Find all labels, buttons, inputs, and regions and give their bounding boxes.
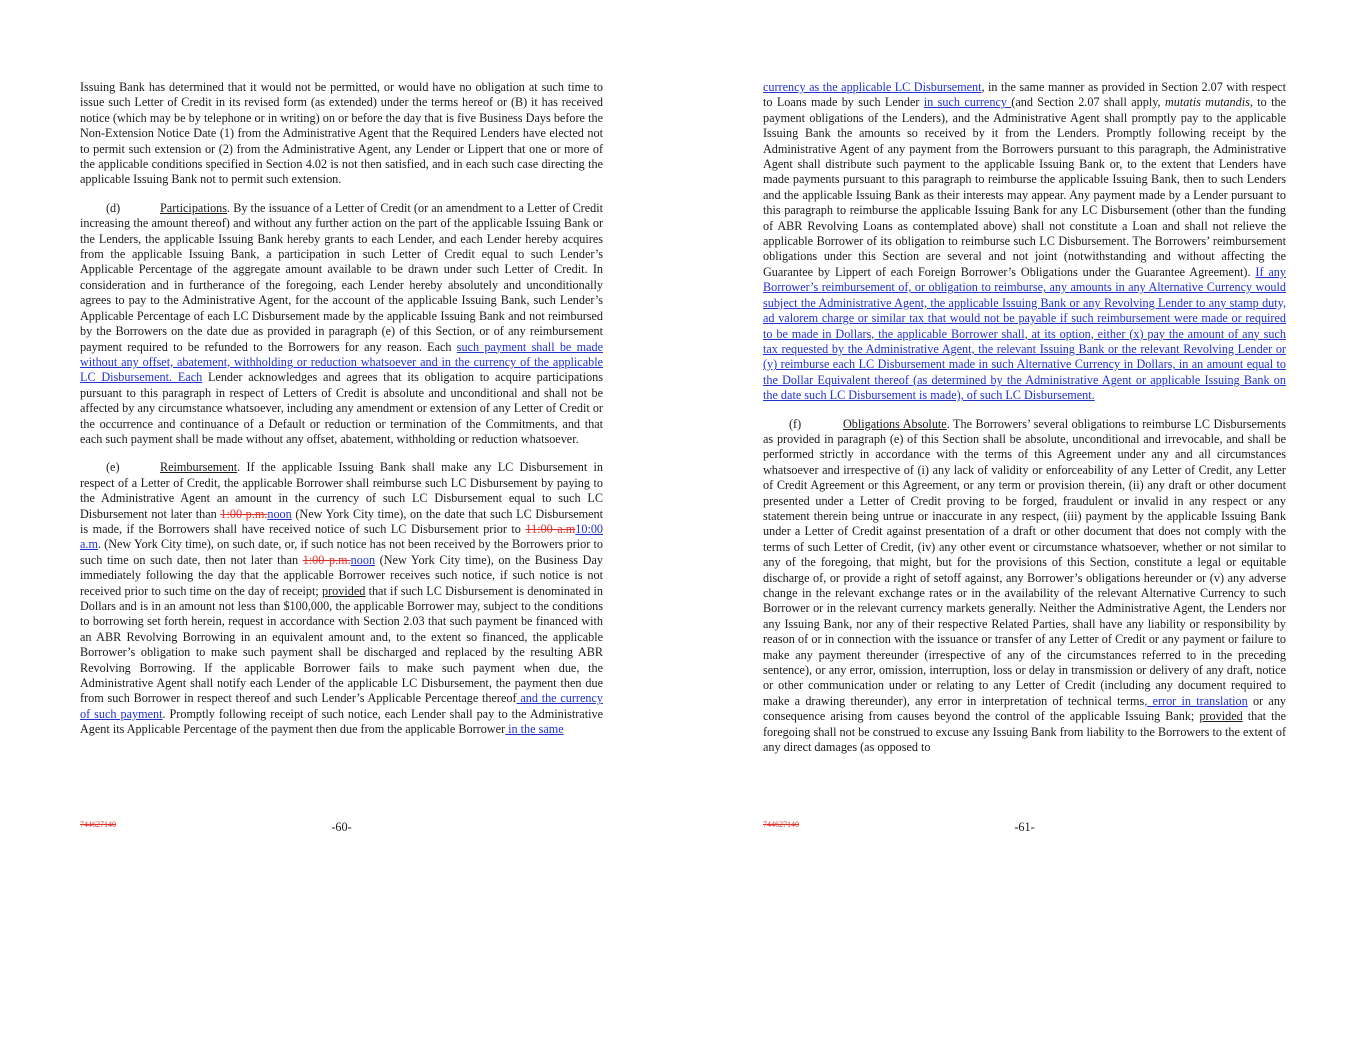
paragraph-c-continuation: Issuing Bank has determined that it would not be permitted, or would have no obligation at such time to issue such Letter of Credit in its revised form (as extended) under the terms hereof or (B) it has received notice (which may be by telephone or in writing) on or before the day that is five Business Days before the Non-Extension Notice Date (1) from the Administrative Agent that the Required Lenders have elected not to permit such extension or (2) from the Administrative Agent, any Lender or Lippert that one or more of the applicable conditions specified in Section 4.02 is not then satisfied, and in each such case directing the applicable Issuing Bank not to permit such extension. bbox=[80, 80, 603, 187]
text-run: , to the payment obligations of the Lenders), and the Administrative Agent shall promptly pay to the applicable Issuing Bank the amounts so received by it from the Lenders. Promptly following receipt by the Administrative Agent of any payment from the Borrowers pursuant to this paragraph, the Administrative Agent shall distribute such payment to the applicable Issuing Bank or, to the extent that Lenders have made payments pursuant to this paragraph to reimburse the applicable Issuing Bank, then to such Lenders and the applicable Issuing Bank as their interests may appear. Any payment made by a Lender pursuant to this paragraph to reimburse the applicable Issuing Bank for any LC Disbursement (other than the funding of ABR Revolving Loans as contemplated above) shall not constitute a Loan and shall not relieve the applicable Borrower of its obligation to reimburse such LC Disbursement. The Borrowers’ reimbursement obligations under this Section are several and not joint (notwithstanding and without affecting the Guarantee by Lippert of each Foreign Borrower’s Obligations under the Guarantee Agreement). bbox=[763, 95, 1286, 279]
text-run: . Promptly following receipt of such notice, each Lender shall pay to the Administrative Agent its Applicable Percentage of the payment then due from the applicable Borrower bbox=[80, 706, 603, 737]
inserted-text: , error in translation bbox=[1144, 693, 1248, 708]
inserted-text: noon bbox=[350, 552, 376, 567]
paragraph-e-continuation bbox=[763, 80, 1286, 404]
text-run: . (New York City time), on such date, or, if such notice has not been received by the Borrowers prior to such time on such date, then not later than bbox=[80, 537, 603, 567]
inserted-text: currency as the applicable LC Disbursement bbox=[763, 80, 982, 94]
text-run: (and Section 2.07 shall apply, bbox=[1011, 95, 1165, 110]
text-run: . By the issuance of a Letter of Credit (or an amendment to a Letter of Credit increasing the amount thereof) and without any further action on the part of the applicable Issuing Bank or the Lenders, the applicable Issuing Bank hereby grants to each Lender, and each Lender hereby acquires from the applicable Issuing Bank, a participation in such Letter of Credit equal to such Lender’s Applicable Percentage of the aggregate amount available to be drawn under such Letter of Credit. In consideration and in furtherance of the foregoing, each Lender hereby absolutely and unconditionally agrees to pay to the Administrative Agent, for the account of the applicable Issuing Bank, such Lender’s Applicable Percentage of each LC Disbursement made by the applicable Issuing Bank and not reimbursed by the Borrowers on the date due as provided in paragraph (e) of this Section, or of any reimbursement payment required to be refunded to the Borrowers for any reason. Each bbox=[80, 200, 603, 354]
page-number: -60- bbox=[331, 820, 352, 834]
defined-term: provided bbox=[1199, 709, 1243, 724]
document-id: 744627140 bbox=[763, 820, 799, 829]
right-page-body bbox=[763, 80, 1286, 768]
inserted-text: in the same bbox=[505, 722, 564, 737]
right-page-footer bbox=[763, 820, 1286, 836]
text-run: that if such LC Disbursement is denominated in Dollars and is in an amount not less than $100,000, the applicable Borrower may, subject to the conditions to borrowing set forth herein, request in accordance with Section 2.03 that such payment be financed with an ABR Revolving Borrowing in an equivalent amount and, to the extent so financed, the applicable Borrower’s obligation to make such payment shall be discharged and replaced by the resulting ABR Revolving Borrowing. If the applicable Borrower fails to make such payment when due, the Administrative Agent shall notify each Lender of the applicable LC Disbursement, the payment then due from such Borrower in respect thereof and such Lender’s Applicable Percentage thereof bbox=[80, 583, 603, 706]
italic-term: mutatis mutandis bbox=[1164, 95, 1250, 110]
inserted-text: 10:00 a.m bbox=[80, 521, 604, 552]
paragraph-label: (e) bbox=[106, 460, 120, 475]
text-run: Lender acknowledges and agrees that its obligation to acquire participations pursuant to this paragraph in respect of Letters of Credit is absolute and unconditional and shall not be affected by any circumstance whatsoever, including any amendment or extension of any Letter of Credit or the occurrence and continuance of a Default or reduction or termination of the Commitments, and that each such payment shall be made without any offset, abatement, withholding or reduction whatsoever. bbox=[80, 370, 603, 446]
deleted-text: 1:00 p.m. bbox=[220, 506, 268, 521]
text-run: , in the same manner as provided in Section 2.07 with respect to Loans made by such Lender bbox=[763, 80, 1286, 110]
left-page-footer bbox=[80, 820, 603, 836]
paragraph-e-reimbursement bbox=[80, 460, 603, 737]
paragraph-label: (f) bbox=[789, 416, 802, 431]
text-run: . The Borrowers’ several obligations to reimburse LC Disbursements as provided in paragraph (e) of this Section shall be absolute, unconditional and irrevocable, and shall be performed strictly in accordance with the terms of this Agreement under any and all circumstances whatsoever and irrespective of (i) any lack of validity or enforceability of any Letter of Credit, any Letter of Credit Agreement or this Agreement, or any term or provision therein, (ii) any draft or other document presented under a Letter of Credit proving to be forged, fraudulent or invalid in any respect or any statement therein being untrue or inaccurate in any respect, (iii) payment by the applicable Issuing Bank under a Letter of Credit against presentation of a draft or other document that does not comply with the terms of such Letter of Credit, (iv) any other event or circumstance whatsoever, whether or not similar to any of the foregoing, that might, but for the provisions of this Section, constitute a legal or equitable discharge of, or provide a right of setoff against, any Borrower’s obligations hereunder or (v) any adverse change in the relevant exchange rates or in the availability of the relevant Alternative Currency to such Borrower or in the relevant currency markets generally. Neither the Administrative Agent, the Lenders nor any Issuing Bank, nor any of their respective Related Parties, shall have any liability or responsibility by reason of or in connection with the issuance or transfer of any Letter of Credit or any payment or failure to make any payment thereunder (irrespective of any of the circumstances referred to in the preceding sentence), or any error, omission, interruption, loss or delay in transmission or delivery of any draft, notice or other communication under or relating to any Letter of Credit (including any document required to make a drawing thereunder), any error in interpretation of technical terms bbox=[763, 416, 1286, 708]
text-run: . If the applicable Issuing Bank shall make any LC Disbursement in respect of a Letter of Credit, the applicable Borrower shall reimburse such LC Disbursement by paying to the Administrative Agent an amount in the currency of such LC Disbursement equal to such LC Disbursement not later than bbox=[80, 460, 603, 521]
inserted-text: and the currency of such payment bbox=[80, 691, 603, 721]
text-run: or any consequence arising from causes beyond the control of the applicable Issuing Bank; bbox=[763, 693, 1287, 724]
page-number: -61- bbox=[1014, 820, 1035, 834]
inserted-text: such payment shall be made without any offset, abatement, withholding or reduction whatsoever and in the currency of the applicable LC Disbursement. Each bbox=[80, 339, 603, 385]
inserted-text: If any Borrower’s reimbursement of, or obligation to reimburse, any amounts in any Alternative Currency would subject the Administrative Agent, the applicable Issuing Bank or any Revolving Lender to any stamp duty, ad valorem charge or similar tax that would not be payable if such reimbursement were made or required to be made in Dollars, the applicable Borrower shall, at its option, either (x) pay the amount of any such tax requested by the Administrative Agent, the relevant Issuing Bank or the relevant Revolving Lender or (y) reimburse each LC Disbursement made in such Alternative Currency in Dollars, in an amount equal to the Dollar Equivalent thereof (as determined by the Administrative Agent or applicable Issuing Bank on the date such LC Disbursement is made), of such LC Disbursement. bbox=[763, 264, 1286, 403]
section-heading: Reimbursement bbox=[160, 460, 238, 475]
deleted-text: 11:00 a.m bbox=[525, 521, 576, 536]
deleted-text: 1:00 p.m. bbox=[302, 552, 351, 567]
inserted-text: noon bbox=[267, 506, 292, 521]
section-heading: Participations bbox=[160, 200, 228, 215]
text-run: that the foregoing shall not be construed to excuse any Issuing Bank from liability to the Borrowers to the extent of any direct damages (as opposed to bbox=[763, 709, 1286, 755]
left-page-body bbox=[80, 80, 603, 751]
text-run: (New York City time), on the date that such LC Disbursement is made, if the Borrowers shall have received notice of such LC Disbursement prior to bbox=[80, 506, 604, 536]
paragraph-f-obligations-absolute bbox=[763, 417, 1286, 756]
document-id: 744627140 bbox=[80, 820, 116, 829]
paragraph-d-participations bbox=[80, 201, 603, 448]
inserted-text: in such currency bbox=[923, 95, 1012, 110]
section-heading: Obligations Absolute bbox=[843, 416, 947, 431]
text-run: (New York City time), on the Business Day immediately following the day that the applicable Borrower receives such notice, if such notice is not received prior to such time on the day of receipt; bbox=[80, 552, 603, 598]
paragraph-label: (d) bbox=[106, 200, 121, 215]
defined-term: provided bbox=[322, 583, 366, 598]
